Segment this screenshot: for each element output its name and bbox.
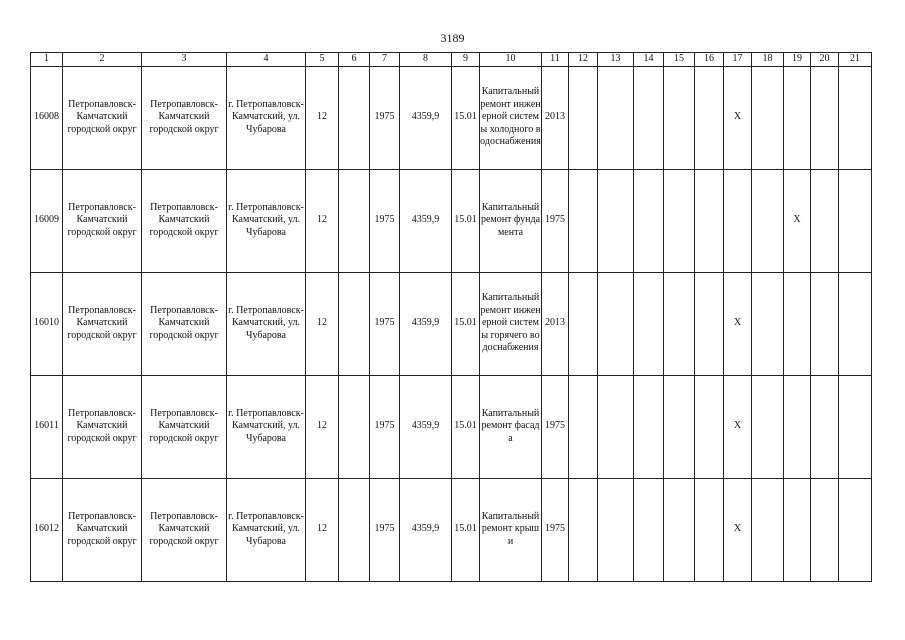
column-header: 9 — [452, 53, 480, 67]
table-row — [31, 66, 872, 169]
cell-11: 1975 — [542, 169, 569, 272]
settlement-cell: Петропавловск-Камчатский городской округ — [142, 375, 227, 478]
row-id-cell: 16009 — [31, 169, 63, 272]
work-type-cell: Капитальный ремонт инженерной системы горячего водоснабжения — [480, 272, 542, 375]
municipality-cell: Петропавловск-Камчатский городской округ — [63, 272, 142, 375]
cell-12 — [569, 169, 598, 272]
address-cell: г. Петропавловск-Камчатский, ул. Чубарова — [227, 478, 306, 581]
cell-20 — [811, 272, 839, 375]
cell-7: 1975 — [370, 66, 400, 169]
cell-14 — [634, 169, 664, 272]
column-header: 19 — [784, 53, 811, 67]
cell-13 — [598, 272, 634, 375]
cell-13 — [598, 478, 634, 581]
cell-12 — [569, 272, 598, 375]
cell-13 — [598, 375, 634, 478]
work-type-cell: Капитальный ремонт фундамента — [480, 169, 542, 272]
cell-21 — [839, 272, 872, 375]
column-header: 17 — [724, 53, 752, 67]
settlement-cell: Петропавловск-Камчатский городской округ — [142, 169, 227, 272]
column-header: 20 — [811, 53, 839, 67]
cell-13 — [598, 66, 634, 169]
cell-13 — [598, 169, 634, 272]
cell-16 — [695, 478, 724, 581]
cell-11: 2013 — [542, 66, 569, 169]
cell-8: 4359,9 — [400, 66, 452, 169]
cell-12 — [569, 66, 598, 169]
column-header: 6 — [339, 53, 370, 67]
cell-17: X — [724, 66, 752, 169]
cell-9: 15.01 — [452, 272, 480, 375]
work-type-cell: Капитальный ремонт инженерной системы холодного водоснабжения — [480, 66, 542, 169]
cell-11: 2013 — [542, 272, 569, 375]
cell-19 — [784, 272, 811, 375]
address-cell: г. Петропавловск-Камчатский, ул. Чубарова — [227, 375, 306, 478]
cell-5: 12 — [306, 478, 339, 581]
registry-table — [30, 52, 872, 582]
cell-15 — [664, 169, 695, 272]
address-cell: г. Петропавловск-Камчатский, ул. Чубарова — [227, 272, 306, 375]
column-header: 12 — [569, 53, 598, 67]
cell-9: 15.01 — [452, 478, 480, 581]
row-id-cell: 16012 — [31, 478, 63, 581]
cell-6 — [339, 272, 370, 375]
cell-9: 15.01 — [452, 66, 480, 169]
work-type-cell: Капитальный ремонт фасада — [480, 375, 542, 478]
cell-11: 1975 — [542, 375, 569, 478]
page-number: 3189 — [440, 31, 465, 45]
cell-20 — [811, 375, 839, 478]
municipality-cell: Петропавловск-Камчатский городской округ — [63, 66, 142, 169]
cell-21 — [839, 169, 872, 272]
cell-17 — [724, 169, 752, 272]
municipality-cell: Петропавловск-Камчатский городской округ — [63, 169, 142, 272]
cell-14 — [634, 375, 664, 478]
address-cell: г. Петропавловск-Камчатский, ул. Чубарова — [227, 66, 306, 169]
settlement-cell: Петропавловск-Камчатский городской округ — [142, 66, 227, 169]
cell-12 — [569, 375, 598, 478]
cell-20 — [811, 66, 839, 169]
cell-5: 12 — [306, 272, 339, 375]
column-header: 5 — [306, 53, 339, 67]
cell-11: 1975 — [542, 478, 569, 581]
row-id-cell: 16008 — [31, 66, 63, 169]
column-header: 14 — [634, 53, 664, 67]
row-id-cell: 16011 — [31, 375, 63, 478]
municipality-cell: Петропавловск-Камчатский городской округ — [63, 375, 142, 478]
column-header: 2 — [63, 53, 142, 67]
cell-16 — [695, 169, 724, 272]
cell-8: 4359,9 — [400, 375, 452, 478]
cell-17: X — [724, 375, 752, 478]
table-row — [31, 169, 872, 272]
column-header: 15 — [664, 53, 695, 67]
cell-15 — [664, 375, 695, 478]
cell-16 — [695, 375, 724, 478]
cell-21 — [839, 375, 872, 478]
cell-15 — [664, 478, 695, 581]
address-cell: г. Петропавловск-Камчатский, ул. Чубарова — [227, 169, 306, 272]
cell-19 — [784, 375, 811, 478]
cell-19: X — [784, 169, 811, 272]
table-row — [31, 272, 872, 375]
column-header: 11 — [542, 53, 569, 67]
cell-9: 15.01 — [452, 375, 480, 478]
column-header: 7 — [370, 53, 400, 67]
cell-15 — [664, 66, 695, 169]
table-row — [31, 478, 872, 581]
cell-17: X — [724, 478, 752, 581]
cell-7: 1975 — [370, 272, 400, 375]
column-header: 8 — [400, 53, 452, 67]
settlement-cell: Петропавловск-Камчатский городской округ — [142, 272, 227, 375]
cell-6 — [339, 169, 370, 272]
column-header: 3 — [142, 53, 227, 67]
cell-5: 12 — [306, 375, 339, 478]
settlement-cell: Петропавловск-Камчатский городской округ — [142, 478, 227, 581]
cell-7: 1975 — [370, 375, 400, 478]
cell-7: 1975 — [370, 478, 400, 581]
cell-16 — [695, 272, 724, 375]
work-type-cell: Капитальный ремонт крыши — [480, 478, 542, 581]
column-number-row — [31, 53, 872, 67]
column-header: 4 — [227, 53, 306, 67]
cell-18 — [752, 272, 784, 375]
cell-8: 4359,9 — [400, 169, 452, 272]
column-header: 10 — [480, 53, 542, 67]
municipality-cell: Петропавловск-Камчатский городской округ — [63, 478, 142, 581]
cell-15 — [664, 272, 695, 375]
cell-8: 4359,9 — [400, 478, 452, 581]
column-header: 18 — [752, 53, 784, 67]
cell-8: 4359,9 — [400, 272, 452, 375]
table-row — [31, 375, 872, 478]
row-id-cell: 16010 — [31, 272, 63, 375]
column-header: 13 — [598, 53, 634, 67]
cell-20 — [811, 169, 839, 272]
cell-16 — [695, 66, 724, 169]
cell-14 — [634, 478, 664, 581]
column-header: 16 — [695, 53, 724, 67]
column-header: 21 — [839, 53, 872, 67]
cell-18 — [752, 66, 784, 169]
cell-14 — [634, 66, 664, 169]
cell-18 — [752, 375, 784, 478]
cell-21 — [839, 66, 872, 169]
cell-18 — [752, 169, 784, 272]
cell-14 — [634, 272, 664, 375]
cell-6 — [339, 66, 370, 169]
cell-12 — [569, 478, 598, 581]
cell-21 — [839, 478, 872, 581]
cell-20 — [811, 478, 839, 581]
cell-6 — [339, 478, 370, 581]
cell-18 — [752, 478, 784, 581]
cell-17: X — [724, 272, 752, 375]
cell-9: 15.01 — [452, 169, 480, 272]
cell-5: 12 — [306, 169, 339, 272]
cell-7: 1975 — [370, 169, 400, 272]
cell-19 — [784, 66, 811, 169]
column-header: 1 — [31, 53, 63, 67]
cell-6 — [339, 375, 370, 478]
cell-5: 12 — [306, 66, 339, 169]
cell-19 — [784, 478, 811, 581]
